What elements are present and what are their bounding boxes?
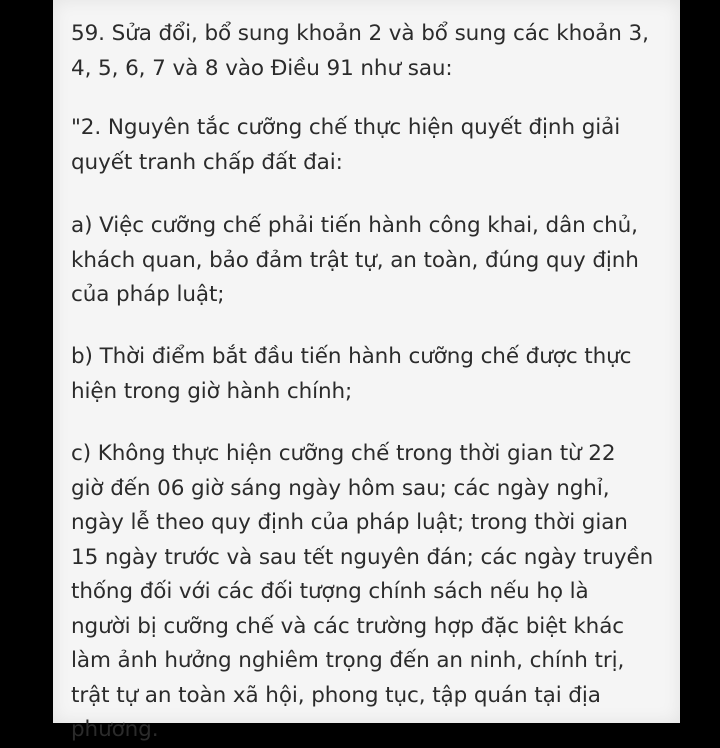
text-line: hiện trong giờ hành chính; — [71, 378, 353, 404]
paragraph-point-a — [71, 209, 639, 313]
text-line: của pháp luật; — [71, 282, 225, 307]
text-line: ngày lễ theo quy định của pháp luật; trong thời gian — [71, 510, 628, 535]
text-line: phương. — [71, 717, 159, 742]
text-line: quyết tranh chấp đất đai: — [71, 149, 343, 175]
paragraph-point-c — [71, 437, 653, 748]
text-line: làm ảnh hưởng nghiêm trọng đến an ninh, chính trị, — [71, 648, 625, 673]
text-line: c) Không thực hiện cưỡng chế trong thời gian từ 22 — [71, 441, 616, 466]
text-line: b) Thời điểm bắt đầu tiến hành cưỡng chế được thực — [71, 344, 632, 369]
text-line: giờ đến 06 giờ sáng ngày hôm sau; các ngày nghỉ, — [71, 475, 610, 501]
text-line: thống đối với các đối tượng chính sách nếu họ là — [71, 579, 589, 604]
paragraph-point-b — [71, 340, 631, 409]
paragraph-clause-2 — [71, 111, 620, 180]
text-line: 4, 5, 6, 7 và 8 vào Điều 91 như sau: — [71, 55, 453, 81]
text-line: người bị cưỡng chế và các trường hợp đặc biệt khác — [71, 613, 625, 639]
text-line: 59. Sửa đổi, bổ sung khoản 2 và bổ sung các khoản 3, — [71, 21, 649, 46]
paragraph-article-59 — [71, 17, 649, 86]
text-line: trật tự an toàn xã hội, phong tục, tập quán tại địa — [71, 682, 601, 708]
text-line: "2. Nguyên tắc cưỡng chế thực hiện quyết định giải — [71, 115, 621, 140]
text-line: a) Việc cưỡng chế phải tiến hành công khai, dân chủ, — [71, 213, 638, 238]
text-line: khách quan, bảo đảm trật tự, an toàn, đúng quy định — [71, 247, 639, 273]
text-line: 15 ngày trước và sau tết nguyên đán; các ngày truyền — [71, 544, 654, 570]
